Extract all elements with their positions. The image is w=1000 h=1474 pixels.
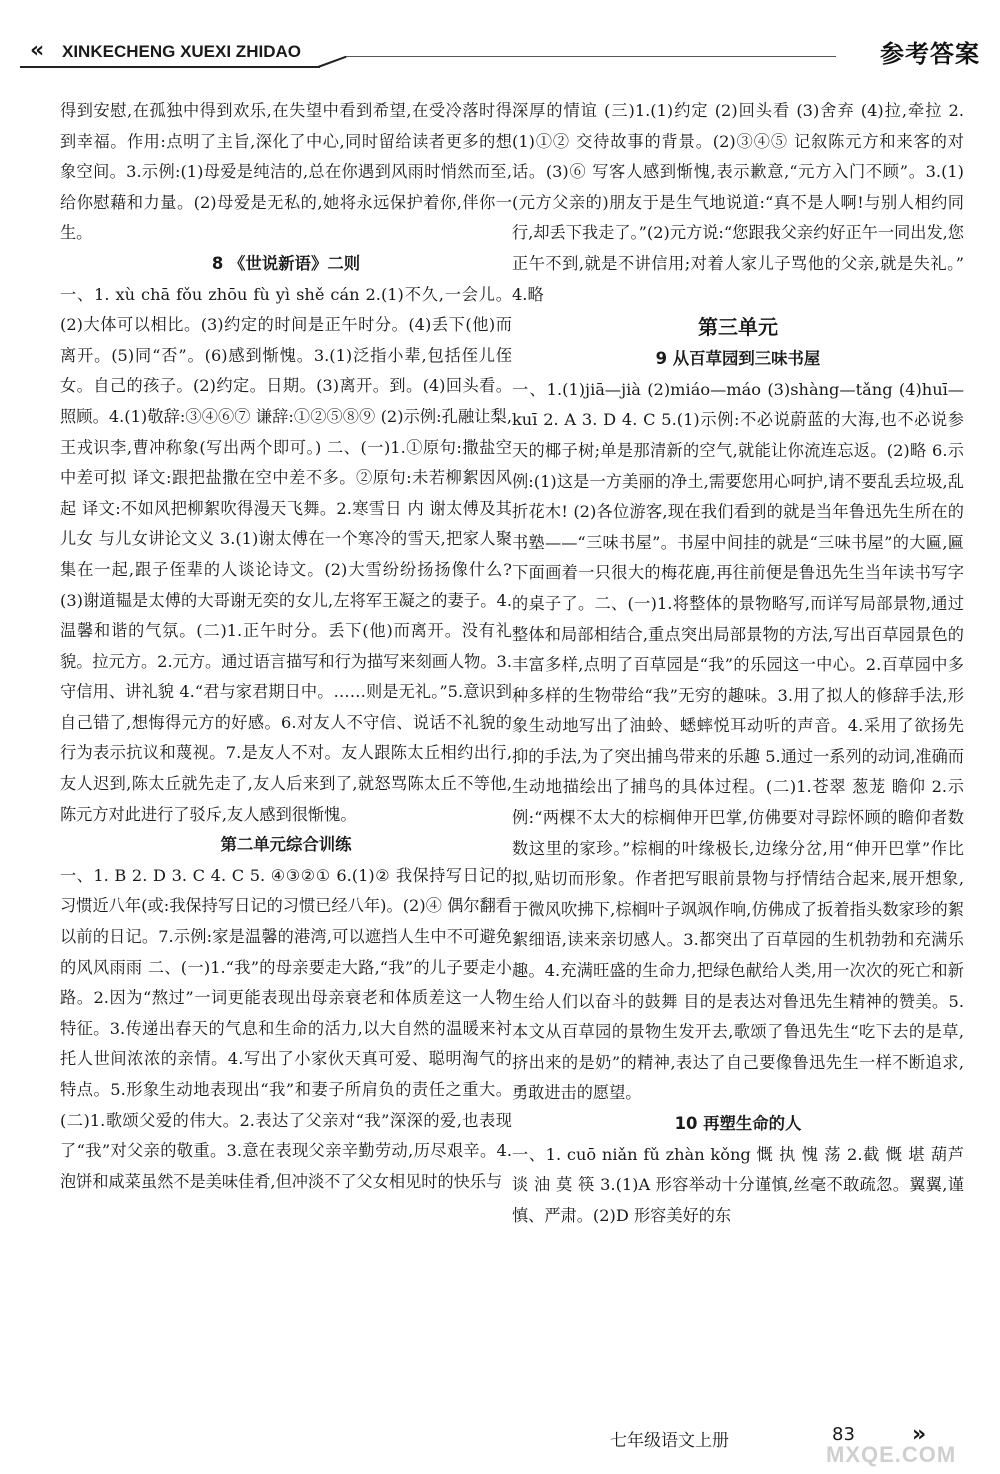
section-title: 参考答案 — [880, 40, 980, 68]
right-column — [512, 96, 964, 1231]
answer-paragraph: 一、1. cuō niǎn fǔ zhàn kǒng 慨 执 愧 荡 2.截 慨 堪 葫芦 谈 油 莫 筷 3.(1)A 形容举动十分谨慎,丝毫不敢疏忽。翼翼,谨慎、严肃。(2)D 形容美好的东 — [512, 1144, 964, 1225]
answer-paragraph: 一、1. B 2. D 3. C 4. C 5. ④③②① 6.(1)② 我保持写日记的习惯近八年(或:我保持写日记的习惯已经八年)。(2)④ 偶尔翻看以前的日记。7.示例:家是温馨的港湾,可以遮挡人生中不可避免的风风雨雨 二、(一)1.“我”的母亲要走大路,“我”的儿子要走小路。2.因为“熬过”一词更能表现出母亲衰老和体质差这一人物特征。3.传递出春天的气息和生命的活力,以大自然的温暖来衬托人世间浓浓的亲情。4.写出了小家伙天真可爱、聪明淘气的特点。5.形象生动地表现出“我”和妻子所肩负的责任之重大。(二)1.歌颂父爱的伟大。2.表达了父亲对“我”深深的爱,也表现了“我”对父亲的敬重。3.意在表现父亲辛勤劳动,历尽艰辛。4.泡饼和咸菜虽然不是美味佳肴,但冲淡不了父女相见时的快乐与 — [60, 865, 512, 1191]
section-heading: 8 《世说新语》二则 — [211, 253, 361, 273]
section-heading: 第二单元综合训练 — [220, 835, 352, 855]
book-title: 七年级语文上册 — [610, 1431, 729, 1451]
answer-paragraph: 得到安慰,在孤独中得到欢乐,在失望中看到希望,在受冷落时得到幸福。作用:点明了主旨,深化了中心,同时留给读者更多的想象空间。3.示例:(1)母爱是纯洁的,总在你遇到风雨时悄然而至,给你慰藉和力量。(2)母爱是无私的,她将永远保护着你,伴你一生。 — [60, 101, 512, 243]
left-column — [60, 96, 512, 1197]
header-rule-slant — [318, 56, 347, 68]
double-chevron-left-icon: « — [30, 38, 45, 63]
section-heading: 10 再塑生命的人 — [674, 1114, 802, 1133]
section-heading: 第三单元 — [698, 315, 778, 340]
section-heading: 9 从百草园到三味书屋 — [655, 349, 821, 369]
answer-paragraph: 深厚的情谊 (三)1.(1)约定 (2)回头看 (3)舍弃 (4)拉,牵拉 2.(1)①② 交待故事的背景。(2)③④⑤ 记叙陈元方和来客的对话。(3)⑥ 写客人感到惭愧,表示歉意,“元方入门不顾”。3.(1)(元方父亲的)朋友于是生气地说道:“真不是人啊!与别人相约同行,却丢下我走了。”(2)元方说:“您跟我父亲约好正午一同出发,您正午不到,就是不讲信用;对着人家儿子骂他的父亲,就是失礼。” 4.略 — [512, 101, 964, 304]
double-chevron-right-icon: » — [912, 1422, 927, 1447]
answer-paragraph: 一、1.(1)jiā—jià (2)miáo—máo (3)shàng—tǎng (4)huī—kuī 2. A 3. D 4. C 5.(1)示例:不必说蔚蓝的大海,也不必说参天的椰子树;单是那清新的空气,就能让你流连忘返。(2)略 6.示例:(1)这是一方美丽的净土,需要您用心呵护,请不要乱丢垃圾,乱折花木! (2)各位游客,现在我们看到的就是当年鲁迅先生所在的书塾——“三味书屋”。书屋中间挂的就是“三味书屋”的大匾,匾下面画着一只很大的梅花鹿,再往前便是鲁迅先生当年读书写字的桌子了。二、(一)1.将整体的景物略写,而详写局部景物,通过整体和局部相结合,重点突出局部景物的方法,写出百草园景色的丰富多样,点明了百草园是“我”的乐园这一中心。2.百草园中多种多样的生物带给“我”无穷的趣味。3.用了拟人的修辞手法,形象生动地写出了油蛉、蟋蟀悦耳动听的声音。4.采用了欲扬先抑的手法,为了突出捕鸟带来的乐趣 5.通过一系列的动词,准确而生动地描绘出了捕鸟的具体过程。(二)1.苍翠 葱茏 瞻仰 2.示例:“两棵不太大的棕榈伸开巴掌,仿佛要对寻踪怀顾的瞻仰者数数这里的家珍。”棕榈的叶缘极长,边缘分岔,用“伸开巴掌”作比拟,贴切而形象。作者把写眼前景物与抒情结合起来,展开想象,于微风吹拂下,棕榈叶子飒飒作响,仿佛成了扳着指头数家珍的絮絮细语,读来亲切感人。3.都突出了百草园的生机勃勃和充满乐趣。4.充满旺盛的生命力,把绿色献给人类,用一次次的死亡和新生给人们以奋斗的鼓舞 目的是表达对鲁迅先生精神的赞美。5.本文从百草园的景物生发开去,歌颂了鲁迅先生“吃下去的是草,挤出来的是奶”的精神,表达了自己要像鲁迅先生一样不断追求,勇敢进击的愿望。 — [512, 379, 964, 1103]
header-rule — [20, 66, 320, 68]
series-brand: XINKECHENG XUEXI ZHIDAO — [62, 42, 301, 61]
watermark — [820, 1390, 990, 1470]
page-number: 83 — [832, 1424, 855, 1445]
answer-paragraph: 一、1. xù chā fǒu zhōu fù yì shě cán 2.(1)不久,一会儿。(2)大体可以相比。(3)约定的时间是正午时分。(4)丢下(他)而离开。(5)同“否”。(6)感到惭愧。3.(1)泛指小辈,包括侄儿侄女。自己的孩子。(2)约定。日期。(3)离开。到。(4)回头看。照顾。4.(1)敬辞:③④⑥⑦ 谦辞:①②⑤⑧⑨ (2)示例:孔融让梨,王戎识李,曹冲称象(写出两个即可。) 二、(一)1.①原句:撒盐空中差可拟 译文:跟把盐撒在空中差不多。②原句:未若柳絮因风起 译文:不如风把柳絮吹得漫天飞舞。2.寒雪日 内 谢太傅及其儿女 与儿女讲论文义 3.(1)谢太傅在一个寒冷的雪天,把家人聚集在一起,跟子侄辈的人谈论诗文。(2)大雪纷纷扬扬像什么? (3)谢道韫是太傅的大哥谢无奕的女儿,左将军王凝之的妻子。4.温馨和谐的气氛。(二)1.正午时分。丢下(他)而离开。没有礼貌。拉元方。2.元方。通过语言描写和行为描写来刻画人物。3.守信用、讲礼貌 4.“君与家君期日中。……则是无礼。”5.意识到自己错了,想悔得元方的好感。6.对友人不守信、说话不礼貌的行为表示抗议和蔑视。7.是友人不对。友人跟陈太丘相约出行,友人迟到,陈太丘就先走了,友人后来到了,就怒骂陈太丘不等他,陈元方对此进行了驳斥,友人感到很惭愧。 — [60, 284, 512, 824]
page-header — [20, 30, 980, 80]
watermark-url: MXQE.COM — [826, 1442, 957, 1467]
header-rule-thin — [346, 56, 836, 57]
